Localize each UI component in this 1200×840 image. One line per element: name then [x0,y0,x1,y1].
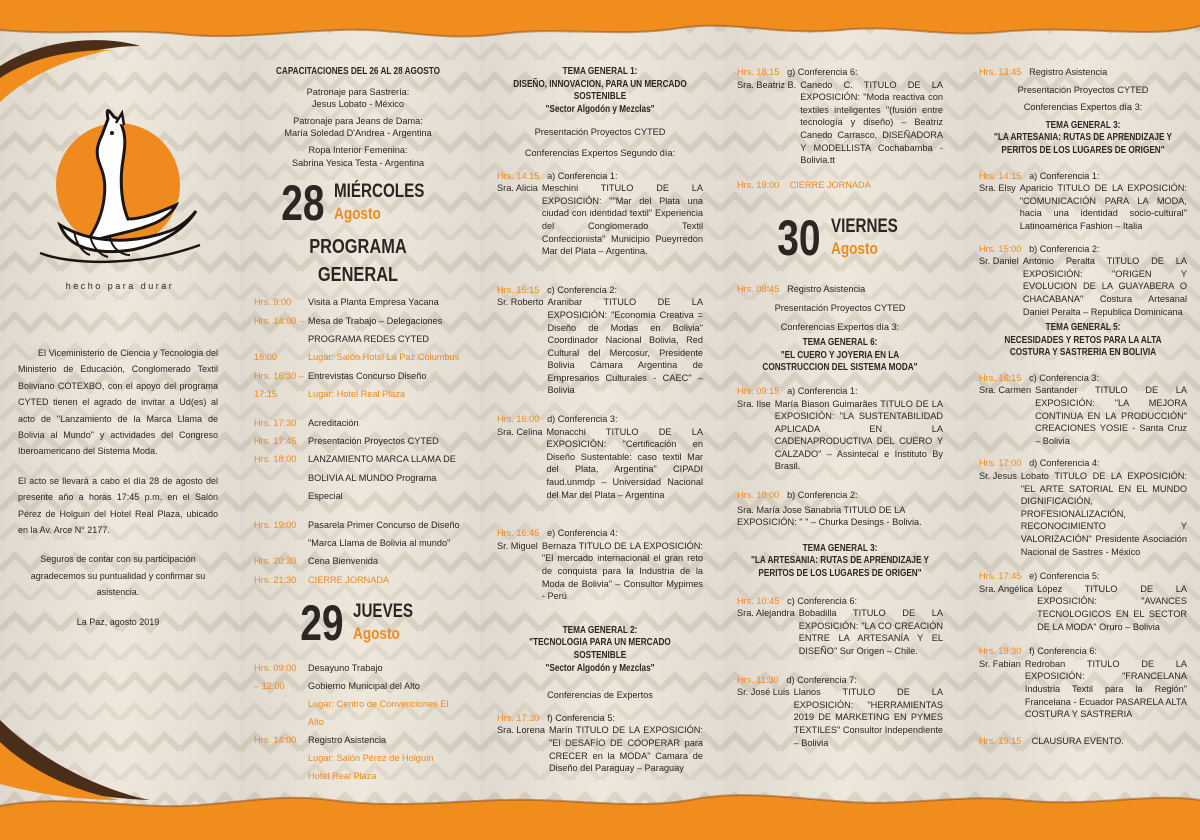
schedule-time: Hrs. 14:00 [254,735,297,746]
cierre-label: CIERRE JORNADA [789,179,871,190]
conf-desc: Santander TITULO DE LA EXPOSICIÓN: "LA MEJORA CONTINUA EN LA PRODUCCIÓN" CREACIONES YOSIE - Santa Cruz – Bolivia [1035,385,1187,446]
conf-desc: López TITULO DE LA EXPOSICIÓN: "AVANCES TECNOLOGICOS EN EL SECTOR DE LA MODA" Oruro – Bolivia [1037,583,1187,632]
clausura-label: CLAUSURA EVENTO. [1031,735,1124,746]
schedule-row [254,516,462,553]
conf-label: e) Conferencia 4: [547,528,618,539]
panel-tema-1-2 [497,66,703,775]
date-30-number: 30 [777,210,822,267]
schedule-time: Hrs. 19:00 [254,519,297,530]
speaker: Sr. Fabian [979,658,1021,669]
conf-time: Hrs. 13:45 [979,67,1022,77]
conf-label: a) Conferencia 1: [547,170,618,181]
tema-3-title: TEMA GENERAL 3: [802,542,878,554]
schedule-row [254,731,462,749]
schedule-desc: Gobierno Municipal del Alto [308,681,420,692]
schedule-time: Hrs. 20:30 [254,556,297,567]
conf-time: Hrs. 18:30 [979,646,1022,657]
conf-desc: Bernaza TITULO DE LA EXPOSICIÓN: "El mercado internacional el gran reto de conquista para la Industria de la Moda de Bolivia" – Consultor Mypimes - Perú [541,540,703,602]
conf-label: c) Conferencia 3: [1029,372,1100,383]
conf-desc: Antonio Peralta TITULO DE LA EXPOSICIÓN: "ORIGEN Y EVOLUCION DE LA GUAYABERA O CHACABANA" Costura Artesanal Daniel Peralta – Republica Dominicana [1022,256,1187,317]
conf-desc: Lobato TITULO DE LA EXPOSICIÓN: "EL ARTE SATORIAL EN EL MUNDO DIGNIFICACIÓN, PROFESIONALIZACIÓN, RECONOCIMIENTO Y VALORIZACIÓN" Presidente Asociación Nacional de Sastres - México [1020,471,1187,557]
capac-line: Sabrina Yesica Testa - Argentina [291,157,425,168]
conf-time: Hrs. 14:15 [979,170,1022,181]
conf-time: Hrs. 16:15 [979,372,1022,383]
date-28-day: MIÉRCOLES [334,181,425,203]
schedule-28-part1 [254,293,462,403]
conf-desc: Aparicio TITULO DE LA EXPOSICIÓN: "COMUNICACIÓN PARA LA MODA, hacia una identidad socio-cultural" Latinoamérica Fashion – Italia [1019,183,1187,231]
tema-1-subtitle: DISEÑO, INNOVACION, PARA UN MERCADO SOSTENIBLE [513,78,687,103]
conferencia-5-a [979,170,1187,233]
panel-tema-3-5 [979,66,1187,747]
schedule-row [254,659,462,677]
speaker: Sr. José Luis [737,687,790,698]
schedule-time: Hrs. 17:45 [254,436,297,446]
registro-row [737,283,943,296]
panel-day-28-29 [254,66,462,785]
date-30 [737,205,943,271]
programa-general-title: PROGRAMA GENERAL [309,236,407,287]
speaker: Sra. Beatriz B. [737,79,797,90]
speaker: Sr. Miguel [497,540,538,551]
registro-label: Registro Asistencia [1029,67,1108,77]
schedule-time: Hrs. 21:30 [254,574,297,585]
tema-2-title: TEMA GENERAL 2: [562,624,638,636]
presentacion-cyted: Presentación Proyectos CYTED [1017,84,1149,95]
date-28 [254,175,462,231]
schedule-time: Hrs. 17:30 [254,417,297,428]
schedule-row [254,348,462,366]
capac-line: Ropa Interior Femenina: [308,144,408,155]
schedule-row [254,677,462,695]
conf-time: Hrs. 10:45 [737,595,780,606]
schedule-row [254,414,462,432]
schedule-time [254,330,308,348]
conf-desc: Redroban TITULO DE LA EXPOSICIÓN: "FRANCELANA Industria Textil para la Región" Francelana - Ecuador PASARELA ALTA COSTURA Y SASTRERIA [1024,658,1187,720]
schedule-28-part2 [254,414,462,506]
date-28-month: Agosto [334,204,382,224]
schedule-row [254,695,462,731]
conferencias-segundo-dia: Conferencias Expertos Segundo día: [524,147,676,158]
conf-desc: Sra. María Jose Sanabria TITULO DE LA EXPOSICIÓN: " " – Churka Desings - Bolivia. [737,504,922,528]
conf-label: b) Conferencia 2: [1029,243,1100,254]
conferencias-dia-3: Conferencias Expertos día 3: [1023,102,1143,113]
conf-time: Hrs. 15:15 [497,284,540,295]
cierre-jornada-row [737,179,943,192]
capacitaciones-list [254,86,462,170]
conferencia-c [497,284,703,397]
schedule-row [254,552,462,570]
schedule-desc: Lugar: Salón Hotel La Paz Columbus [308,352,460,363]
conferencias-expertos: Conferencias de Expertos [547,690,653,701]
conf-label: d) Conferencia 7: [786,674,857,685]
conf-label: c) Conferencia 6: [787,595,858,606]
speaker: Sr. Jesus [979,471,1017,482]
tema-1-title: TEMA GENERAL 1: [562,66,638,77]
tema-6-subtitle: "EL CUERO Y JOYERIA EN LA CONSTRUCCION DEL SISTEMA MODA" [762,349,918,374]
conf-label: g) Conferencia 6: [787,67,858,77]
tema-1-sector: "Sector Algodón y Mezclas" [545,103,655,115]
conferencia-5-d [979,457,1187,558]
schedule-row [254,450,462,505]
capac-line: Jesus Lobato - México [312,99,404,110]
panel-day-30 [737,66,943,749]
schedule-desc: Lugar: Centro de Convenciones El Alto [308,699,449,728]
schedule-time [254,767,308,785]
conf-time: Hrs. 17:45 [979,571,1022,582]
conf-desc: Meschini TITULO DE LA EXPOSICIÓN: ""Mar del Plata una ciudad con identidad textil" Experiencia del Conglomerado Textil Confeccionista" Municipio Pueyrredon Mar del Plata – Argentina. [541,183,703,257]
schedule-time [254,695,308,731]
schedule-row [254,749,462,767]
conf-desc: Bobadilla TITULO DE LA EXPOSICIÓN: "LA CO CREACIÓN ENTRE LA ARTESANÍA Y EL DISEÑO" Sur Origen – Chile. [798,608,943,656]
speaker: Sra. Celina [497,426,543,437]
conferencia-f [497,712,703,775]
schedule-row [254,293,462,311]
schedule-desc: LANZAMIENTO MARCA LLAMA DE BOLIVIA AL MUNDO Programa Especial [308,454,456,502]
invitation-paragraph-2: El acto se llevará a cabo el día 28 de agosto del presente año a horas 17:45 p.m. en el Salón Pérez de Holguin del Hotel Real Plaza, ubicado en la Av. Arce N° 2177. [18,475,218,536]
schedule-desc: Desayuno Trabajo [308,663,383,674]
conferencia-30-a [737,385,943,473]
conf-desc: Monacchi TITULO DE LA EXPOSICIÓN: "Certificación en Diseño Sustentable: caso textil Mar del Plata, Argentina" CIPADI faud.unmdp – Universidad Nacional del Mar del Plata – Argentina [546,426,703,500]
tema-3-subtitle: "LA ARTESANIA: RUTAS DE APRENDIZAJE Y PERITOS DE LOS LUGARES DE ORIGEN" [993,132,1173,156]
conf-label: b) Conferencia 2: [787,490,858,501]
conf-desc: María Biason Guimarães TITULO DE LA EXPOSICIÓN: "LA SUSTENTABILIDAD APLICADA EN LA CADENAPRODUCTIVA DEL CUERO Y CALZADO" – Assintecal e Instituto By Brasil. [774,398,943,472]
invitation-paragraph-3: Seguros de contar con su participación agradecemos su puntualidad y confirmar su asistencia. [30,554,206,598]
speaker: Sra. Alejandra [737,608,795,619]
schedule-desc: Lugar: Hotel Real Plaza [308,389,406,400]
schedule-row [254,767,462,785]
conferencia-30-c [737,595,943,658]
conf-time: Hrs. 11:30 [737,674,779,685]
tema-2-sector: "Sector Algodón y Mezclas" [545,662,655,674]
date-29 [254,593,462,653]
date-30-month: Agosto [831,239,878,259]
tema-5-title: TEMA GENERAL 5: [1045,322,1121,334]
tema-5-subtitle: NECESIDADES Y RETOS PARA LA ALTA COSTURA Y SASTRERIA EN BOLIVIA [1004,334,1162,359]
speaker: Sra. Alicia [497,183,538,194]
conferencia-5-c [979,372,1187,448]
date-29-month: Agosto [353,624,401,644]
capac-line: Patronaje para Jeans de Dama: [293,115,423,126]
schedule-time: Hrs. 14:00 – [254,315,305,326]
presentacion-cyted: Presentación Proyectos CYTED [774,302,906,313]
tema-3-subtitle: "LA ARTESANIA: RUTAS DE APRENDIZAJE Y PERITOS DE LOS LUGARES DE ORIGEN" [750,555,930,580]
invitation-place-date: La Paz, agosto 2019 [76,616,160,627]
schedule-time [254,749,308,767]
conferencia-g [737,66,943,167]
tema-2-subtitle: "TECNOLOGIA PARA UN MERCADO SOSTENIBLE [529,637,671,661]
clausura-row [979,735,1187,748]
conf-label: a) Conferencia 1: [1029,170,1100,181]
conferencia-e [497,527,703,603]
schedule-time: – 12:00 [254,681,285,692]
schedule-desc: Cena Bienvenida [308,556,378,567]
conf-desc: Llanos TITULO DE LA EXPOSICIÓN: "HERRAMIENTAS 2019 DE MARKETING EN PYMES TEXTILES" Consultor Independiente – Bolivia [793,687,943,748]
schedule-desc: Mesa de Trabajo – Delegaciones [308,315,443,326]
schedule-time: Hrs. 9:00 [254,297,292,308]
schedule-row [254,330,462,348]
schedule-time: Hrs. 18:00 [254,454,297,465]
conf-desc: Aranibar TITULO DE LA EXPOSICIÓN: "Economía Creativa = Diseño de Modas en Bolivia" Coordinador Nacional Bolivia, Red Cultural del Mercosur, Presidente Bolivia Cámara Argentina de Empresarios Culturales - CAEC" – Bolivia [547,297,703,396]
speaker: Sra. Carmen [979,385,1032,396]
llama-logo [30,105,210,280]
conf-label: a) Conferencia 1: [787,385,858,396]
schedule-desc: Pasarela Primer Concurso de Diseño "Marca Llama de Bolivia al mundo" [308,519,460,549]
speaker: Sra. Ilse [737,398,771,409]
conf-time: Hrs. 18:15 [737,67,780,77]
conf-time: Hrs. 10:00 [737,490,780,501]
speaker: Sra. Angélica [979,583,1034,594]
conferencia-5-f [979,645,1187,721]
schedule-time: 17:15 [254,389,277,400]
conf-time: Hrs. 17:00 [979,458,1022,469]
schedule-time: Hrs. 16:30 – [254,370,305,381]
conf-time: Hrs. 17:30 [497,712,540,723]
conf-label: d) Conferencia 4: [1029,458,1100,469]
schedule-time: 16:00 [254,352,277,363]
schedule-row [254,312,462,330]
logo-tagline: hecho para durar [65,281,175,291]
schedule-29 [254,659,462,785]
tema-6-title: TEMA GENERAL 6: [802,337,878,349]
date-29-number: 29 [299,595,344,652]
conf-label: e) Conferencia 5: [1029,571,1100,582]
schedule-desc: Lugar: Salón Pérez de Holguín [308,753,434,764]
date-28-number: 28 [280,175,325,232]
schedule-row [254,571,462,589]
conf-time: Hrs. 19:00 [737,179,780,190]
speaker: Sra. Elsy [979,183,1016,194]
conf-time: Hrs. 08:45 [737,284,780,295]
speaker: Sr. Daniel [979,256,1019,267]
tema-3-title: TEMA GENERAL 3: [1045,119,1121,131]
schedule-desc: Registro Asistencia [308,735,387,746]
schedule-desc: Presentación Proyectos CYTED [308,436,439,446]
conf-time: Hrs. 19:15 [979,735,1022,746]
conf-time: Hrs. 09:15 [737,385,780,396]
schedule-desc: CIERRE JORNADA [308,574,390,585]
date-30-day: VIERNES [831,216,898,238]
presentacion-cyted: Presentación Proyectos CYTED [534,127,666,138]
conf-time: Hrs. 15:00 [979,243,1022,254]
conferencias-dia-3: Conferencias Expertos día 3: [780,321,900,332]
capacitaciones-title: CAPACITACIONES DEL 26 AL 28 AGOSTO [275,66,441,77]
conferencia-5-e [979,570,1187,633]
conf-time: Hrs. 14:15 [497,170,540,181]
schedule-desc: PROGRAMA REDES CYTED [308,333,429,344]
conf-time: Hrs. 16:45 [497,528,540,539]
conf-label: f) Conferencia 6: [1029,646,1097,657]
conferencia-5-b [979,243,1187,319]
conf-desc: Canedo C. TITULO DE LA EXPOSICIÓN: "Moda reactiva con textiles inteligentes "(fusión entre tecnología y diseño) – Beatriz Canedo Carrasco, DISEÑADORA Y MODELLISTA Cochabamba - Bolivia.tt [800,79,943,166]
conferencia-a [497,170,703,258]
conferencia-d [497,413,703,501]
conf-desc: Marín TITULO DE LA EXPOSICIÓN: "El DESAFÍO DE COOPERAR para CRECER en la MODA" Camara de Diseño del Paraguay – Paraguay [549,725,703,774]
registro-row [979,66,1187,79]
capac-line: Patronaje para Sastrería: [306,86,410,97]
conferencia-30-d [737,674,943,750]
conf-label: f) Conferencia 5: [547,712,615,723]
conf-label: d) Conferencia 3: [547,414,618,425]
schedule-desc: Acreditación [308,417,359,428]
schedule-time: Hrs. 09:00 [254,663,297,674]
schedule-28-part3 [254,516,462,590]
speaker: Sra. Lorena [497,725,546,736]
invitation-panel [18,345,218,630]
schedule-desc: Hotel Real Plaza [308,771,377,782]
invitation-paragraph-1: El Viceministerio de Ciencia y Tecnologia del Ministerio de Educación, Conglomerado Textil Boliviano COTEXBO, con el apoyo del programa CYTED tienen el agrado de invitar a Ud(es) al acto de "Lanzamiento de la Marca Llama de Bolivia al Mundo" y actividades del Congreso Iberoamericano del Sistema Moda. [18,348,218,457]
schedule-row [254,432,462,450]
registro-label: Registro Asistencia [787,284,866,295]
conferencia-30-b [737,489,943,529]
schedule-row [254,385,462,403]
schedule-row [254,367,462,385]
speaker: Sr. Roberto [497,297,544,308]
schedule-desc: Entrevistas Concurso Diseño [308,370,427,381]
date-29-day: JUEVES [353,601,414,623]
schedule-desc: Visita a Planta Empresa Yacana [308,297,439,308]
capac-line: María Soledad D'Andrea - Argentina [284,128,432,139]
conf-time: Hrs. 16:00 [497,414,540,425]
conf-label: c) Conferencia 2: [547,284,618,295]
